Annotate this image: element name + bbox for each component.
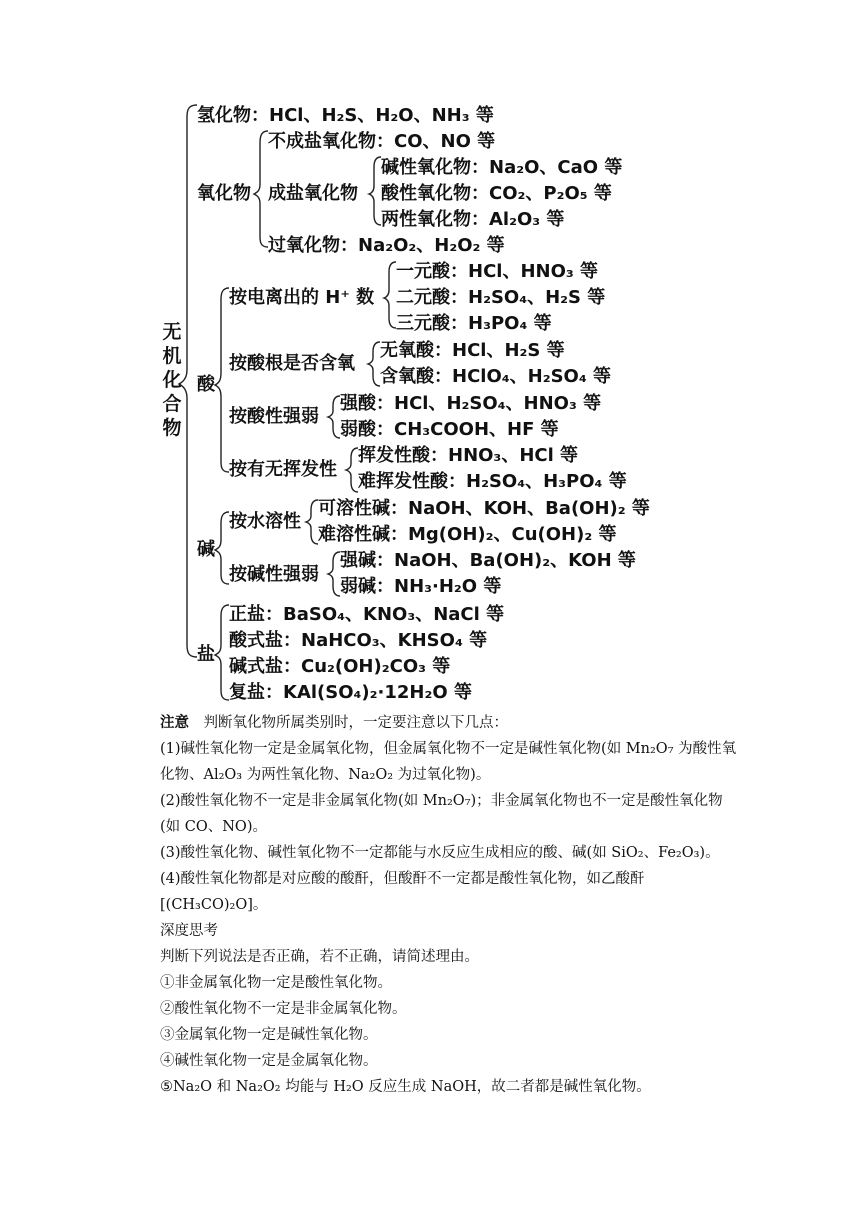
note-heading-line bbox=[160, 710, 740, 736]
non-salt-oxide-line: 不成盐氧化物：CO、NO 等 bbox=[268, 131, 496, 152]
base-brace bbox=[215, 512, 229, 584]
insoluble-base-line: 难溶性碱：Mg(OH)₂、Cu(OH)₂ 等 bbox=[318, 524, 617, 545]
oxyacid-line: 含氧酸：HClO₄、H₂SO₄ 等 bbox=[380, 366, 611, 387]
base-by-solubility-label: 按水溶性 bbox=[229, 511, 301, 532]
diprotic-acid-line: 二元酸：H₂SO₄、H₂S 等 bbox=[396, 287, 606, 308]
root-label: 无机化合物 bbox=[162, 321, 182, 439]
weak-acid-line: 弱酸：CH₃COOH、HF 等 bbox=[340, 419, 559, 440]
note-intro: 判断氧化物所属类别时，一定要注意以下几点： bbox=[189, 715, 508, 731]
basic-oxide-line: 碱性氧化物：Na₂O、CaO 等 bbox=[381, 157, 623, 178]
thinking-item: ⑤Na₂O 和 Na₂O₂ 均能与 H₂O 反应生成 NaOH，故二者都是碱性氧化物。 bbox=[160, 1079, 651, 1095]
strong-acid-line: 强酸：HCl、H₂SO₄、HNO₃ 等 bbox=[340, 393, 602, 414]
thinking-item: ②酸性氧化物不一定是非金属氧化物。 bbox=[160, 1001, 407, 1017]
volatility-brace bbox=[346, 448, 358, 492]
note-item: (4)酸性氧化物都是对应酸的酸酐，但酸酐不一定都是酸性氧化物，如乙酸酐[(CH₃CO)₂O]。 bbox=[160, 871, 645, 913]
note-heading: 注意 bbox=[160, 714, 189, 731]
thinking-item: ④碱性氧化物一定是金属氧化物。 bbox=[160, 1053, 378, 1069]
acid-by-volatility-label: 按有无挥发性 bbox=[229, 459, 337, 480]
solubility-brace bbox=[306, 500, 318, 544]
double-salt-line: 复盐：KAl(SO₄)₂·12H₂O 等 bbox=[229, 682, 472, 703]
salt-forming-oxide-label: 成盐氧化物 bbox=[268, 183, 358, 204]
salt-brace bbox=[215, 605, 229, 700]
triprotic-acid-line: 三元酸：H₃PO₄ 等 bbox=[396, 313, 552, 334]
oxygen-free-acid-line: 无氧酸：HCl、H₂S 等 bbox=[380, 340, 565, 361]
peroxide-line: 过氧化物：Na₂O₂、H₂O₂ 等 bbox=[268, 235, 505, 256]
acid-strength-brace bbox=[328, 396, 340, 438]
acid-by-oxygen-label: 按酸根是否含氧 bbox=[229, 353, 355, 374]
acid-salt-line: 酸式盐：NaHCO₃、KHSO₄ 等 bbox=[229, 630, 488, 651]
oxide-brace bbox=[254, 131, 268, 247]
thinking-item: ③金属氧化物一定是碱性氧化物。 bbox=[160, 1027, 378, 1043]
volatile-acid-line: 挥发性酸：HNO₃、HCl 等 bbox=[358, 445, 579, 466]
thinking-prompt: 判断下列说法是否正确，若不正确，请简述理由。 bbox=[160, 949, 479, 965]
notes-section bbox=[160, 710, 740, 1100]
salt-forming-brace bbox=[369, 157, 381, 225]
acid-label: 酸 bbox=[197, 374, 215, 395]
weak-base-line: 弱碱：NH₃·H₂O 等 bbox=[340, 576, 502, 597]
strong-base-line: 强碱：NaOH、Ba(OH)₂、KOH 等 bbox=[340, 550, 636, 571]
acid-by-h-label: 按电离出的 H⁺ 数 bbox=[229, 287, 375, 308]
hydride-line: 氢化物：HCl、H₂S、H₂O、NH₃ 等 bbox=[197, 105, 494, 126]
amphoteric-oxide-line: 两性氧化物：Al₂O₃ 等 bbox=[381, 209, 565, 230]
acid-brace bbox=[215, 288, 229, 472]
base-label: 碱 bbox=[197, 539, 215, 560]
salt-label: 盐 bbox=[197, 644, 215, 665]
note-item: (3)酸性氧化物、碱性氧化物不一定都能与水反应生成相应的酸、碱(如 SiO₂、Fe₂O₃)。 bbox=[160, 845, 720, 861]
basic-salt-line: 碱式盐：Cu₂(OH)₂CO₃ 等 bbox=[229, 656, 451, 677]
nonvolatile-acid-line: 难挥发性酸：H₂SO₄、H₃PO₄ 等 bbox=[358, 471, 627, 492]
note-item: (1)碱性氧化物一定是金属氧化物，但金属氧化物不一定是碱性氧化物(如 Mn₂O₇ 为酸性氧化物、Al₂O₃ 为两性氧化物、Na₂O₂ 为过氧化物)。 bbox=[160, 741, 737, 783]
thinking-item: ①非金属氧化物一定是酸性氧化物。 bbox=[160, 975, 392, 991]
oxide-label: 氧化物 bbox=[197, 183, 251, 204]
thinking-title: 深度思考 bbox=[160, 923, 218, 939]
soluble-base-line: 可溶性碱：NaOH、KOH、Ba(OH)₂ 等 bbox=[318, 498, 650, 519]
monoprotic-acid-line: 一元酸：HCl、HNO₃ 等 bbox=[396, 261, 599, 282]
base-strength-brace bbox=[328, 552, 340, 596]
acid-by-strength-label: 按酸性强弱 bbox=[229, 406, 319, 427]
note-item: (2)酸性氧化物不一定是非金属氧化物(如 Mn₂O₇)；非金属氧化物也不一定是酸性氧化物(如 CO、NO)。 bbox=[160, 793, 723, 835]
normal-salt-line: 正盐：BaSO₄、KNO₃、NaCl 等 bbox=[229, 604, 505, 625]
oxygen-brace bbox=[368, 342, 380, 386]
h-count-brace bbox=[384, 262, 396, 328]
base-by-strength-label: 按碱性强弱 bbox=[229, 564, 319, 585]
acidic-oxide-line: 酸性氧化物：CO₂、P₂O₅ 等 bbox=[381, 183, 612, 204]
